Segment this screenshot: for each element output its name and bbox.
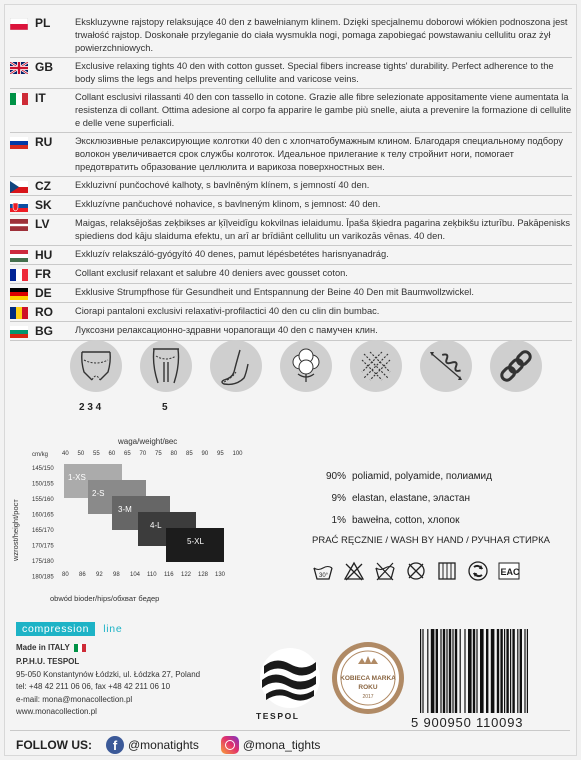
height-tick: 150/155 [32,481,54,488]
size-chart [10,436,250,606]
toe-icon [210,340,262,392]
flag-it-icon [10,93,28,105]
flag-de-icon [10,288,28,300]
language-list [10,14,572,341]
company-info [16,642,246,718]
barcode-icon [412,625,566,729]
lang-row-lv [10,215,572,246]
flag-cz-icon [10,181,28,193]
lang-row-bg [10,322,572,341]
lang-code: CZ [35,179,51,193]
weight-tick: 90 [201,451,209,457]
lang-code: RO [35,305,53,319]
follow-us-bar [16,735,576,755]
company-address: 95-050 Konstantynów Łódzki, ul. Łódzka 27, Poland [16,669,201,679]
flag-ru-icon [10,137,28,149]
size-blocks [64,464,224,562]
lang-code: SK [35,198,52,212]
flag-bg-icon [10,326,28,338]
compression-line-banner [16,622,214,636]
size-label: 4-L [150,521,162,530]
lang-text: Exklusive Strumpfhose für Gesundheit und Entspannung der Beine 40 Den mit Baumwollzwickel. [75,287,474,297]
weight-tick: 40 [62,451,69,457]
svg-text:30°: 30° [319,573,329,579]
chain-strength-icon [490,340,542,392]
lang-text: Ciorapi pantaloni exclusivi relaxativi-profilactici 40 den cu clin din bumbac. [75,306,380,316]
weight-tick: 65 [124,451,131,457]
hip-ticks [62,572,226,578]
mesh-stitch-icon [350,340,402,392]
lang-code: PL [35,16,51,30]
lang-row-de [10,284,572,303]
italy-flag-icon [74,644,86,652]
no-dry-clean-icon [436,560,458,582]
lang-row-cz [10,177,572,196]
company-name: P.P.H.U. TESPOL [16,657,80,667]
hip-tick: 104 [130,572,141,578]
eac-text: EAC [500,567,520,577]
tespol-logo-icon [250,640,330,720]
composition-row [312,510,572,532]
hip-tick: 122 [181,572,192,578]
hip-tick: 128 [198,572,209,578]
no-bleach-icon [343,560,365,582]
height-tick: 175/180 [32,559,54,565]
feature-icons [64,340,564,420]
lang-row-fr [10,265,572,284]
care-icons [312,558,572,584]
lang-code: IT [35,91,46,105]
flag-gb-icon [10,62,28,74]
unit-corner: cm/kg [32,452,49,458]
hip-tick: 130 [215,572,226,578]
lang-code: RU [35,135,53,149]
lang-row-sk [10,196,572,215]
composition-row [312,488,572,510]
made-in [16,642,246,654]
composition-row [312,466,572,488]
height-tick: 155/160 [32,497,54,503]
no-tumble-dry-icon [374,560,396,582]
made-in-text: Made in ITALY [16,643,70,652]
lang-text: Ekskluzywne rajstopy relaksujące 40 den z bawełnianym klinem. Dzięki specjalnemu doborowi włókien podnoszona jest trwałość rajstop. Doskonałe przyleganie do ciała wysmukla nogi, pomaga zapobiegać powstawaniu cellulitu oraz żył powierzchniowych. [75,17,568,53]
instagram-handle[interactable]: @mona_tights [242,738,321,752]
size-label: 1-XS [68,473,86,482]
lang-row-it [10,89,572,133]
flag-hu-icon [10,250,28,262]
weight-tick: 55 [93,451,100,457]
seal-year: 2017 [362,694,374,700]
lang-text: Collant exclusif relaxant et salubre 40 deniers avec gousset coton. [75,268,348,278]
lang-text: Exkluzivní punčochové kalhoty, s bavlněným klínem, s jemností 40 den. [75,180,370,190]
size-label: 5-XL [187,537,204,546]
lang-text: Collant esclusivi rilassanti 40 den con tassello in cotone. Grazie alle fibre selezionate appositamente viene aumentata la resistenza di collant. Ottima adesione al corpo fa apparire le gambe più snelle, aiuta a prevenire la formazione di cellulite e delle vene superficiali. [75,92,572,128]
company-website[interactable]: www.monacollection.pl [16,707,97,717]
lang-code: GB [35,60,53,74]
flag-pl-icon [10,18,28,30]
feature-number: 2 3 4 [79,402,102,413]
facebook-icon[interactable]: f [106,736,124,754]
no-iron-icon [405,560,427,582]
lang-code: LV [35,217,50,231]
hip-tick: 98 [113,572,120,578]
weight-ticks [62,451,243,457]
lang-code: BG [35,324,53,338]
height-ticks [32,466,54,581]
lang-row-ro [10,303,572,322]
lang-code: HU [35,248,53,262]
lang-row-pl [10,14,572,58]
lang-text: Exkluzív relakszáló-gyógyító 40 denes, pamut lépésbetétes harisnyanadrág. [75,249,389,259]
height-tick: 165/170 [32,528,54,534]
weight-tick: 85 [186,451,193,457]
weight-tick: 75 [155,451,162,457]
award-seal-icon [330,640,406,716]
weight-tick: 60 [108,451,116,457]
seal-top: KOBIECA MARKA [340,675,396,682]
company-phone: tel: +48 42 211 06 06, fax +48 42 211 06 10 [16,682,171,692]
size-label: 3-M [118,505,132,514]
lang-row-gb [10,58,572,89]
lang-row-ru [10,133,572,177]
eac-mark-icon [498,560,520,582]
lang-text: Exkluzívne pančuchové nohavice, s bavlneným klinom, s jemnost: 40 den. [75,199,381,209]
flag-sk-icon [10,200,28,212]
lang-row-hu [10,246,572,265]
height-tick: 170/175 [32,543,54,550]
weight-tick: 70 [139,451,147,457]
composition-percent: 1% [331,515,346,526]
panty-shape-icon [70,340,122,392]
hip-tick: 92 [96,572,103,578]
lang-text: Exclusive relaxing tights 40 den with cotton gusset. Special fibers increase tights' durability. Perfect adherence to the body slims the legs and helps preventing cellulite and varicose veins. [75,61,554,84]
weight-tick: 100 [232,451,243,457]
hip-tick: 116 [164,572,174,578]
lang-text: Эксклюзивные релаксирующие колготки 40 den с хлопчатобумажным клином. Благодаря специальному подбору волокон увеличивается срок службы колготок. Идеальное прилегание к телу стройнит ноги, помогает предотвратить образование целлюлита и варикоза поверхностных вен. [75,136,563,172]
lang-text: Maigas, relaksējošas zeķbikses ar ķīļveidīgu kokvilnas ielaidumu. Īpaša šķiedra pagarina zeķbikšu izturību. Pakāpenisks spiediens dod kāju slaidumа efektu, un arī ar brīdiānt cellulitu un varikozās vēnas. 40 den. [75,218,571,241]
legs-shape-icon [140,340,192,392]
composition-percent: 9% [331,493,346,504]
height-tick: 160/165 [32,512,54,519]
hip-tick: 86 [79,572,86,578]
weight-label: waga/weight/вес [118,437,178,446]
facebook-handle[interactable]: @monatights [127,738,199,752]
brand-name: TESPOL [256,711,300,721]
weight-tick: 95 [217,451,224,457]
height-tick: 145/150 [32,466,54,472]
weight-tick: 50 [77,451,85,457]
size-label: 2-S [92,489,105,498]
barcode-number: 5 900950 110093 [411,715,524,730]
divider [10,730,570,731]
compression-box: compression [16,622,95,636]
composition [312,466,572,532]
flexible-yarn-icon [420,340,472,392]
lang-text: Луксозни релаксационно-здравни чорапогащи 40 den с памучен клин. [75,325,378,335]
height-label: wzrost/height/рост [11,499,20,561]
flag-fr-icon [10,269,28,281]
recycle-icon [467,560,489,582]
hip-tick: 110 [147,572,157,578]
company-email[interactable]: e-mail: mona@monacollection.pl [16,694,133,704]
follow-label: FOLLOW US: [16,738,92,752]
seal-bottom: ROKU [358,684,378,691]
flag-lv-icon [10,219,28,231]
instagram-icon[interactable] [221,736,239,754]
care-title: PRAĆ RĘCZNIE / WASH BY HAND / РУЧНАЯ СТИРКА [312,535,550,546]
cotton-flower-icon [280,340,332,392]
composition-percent: 90% [325,471,346,482]
composition-material: bawełna, cotton, хлопок [352,515,460,526]
hip-tick: 80 [62,572,69,578]
hand-wash-icon [312,560,334,582]
weight-tick: 80 [170,451,178,457]
lang-code: DE [35,286,52,300]
height-tick: 180/185 [32,574,54,581]
composition-material: elastan, elastane, эластан [352,493,470,504]
compression-tail: line [103,623,123,635]
lang-code: FR [35,267,51,281]
feature-number: 5 [162,402,168,413]
composition-material: poliamid, polyamide, полиамид [352,471,492,482]
hips-label: obwód bioder/hips/обхват бедер [50,594,160,603]
flag-ro-icon [10,307,28,319]
